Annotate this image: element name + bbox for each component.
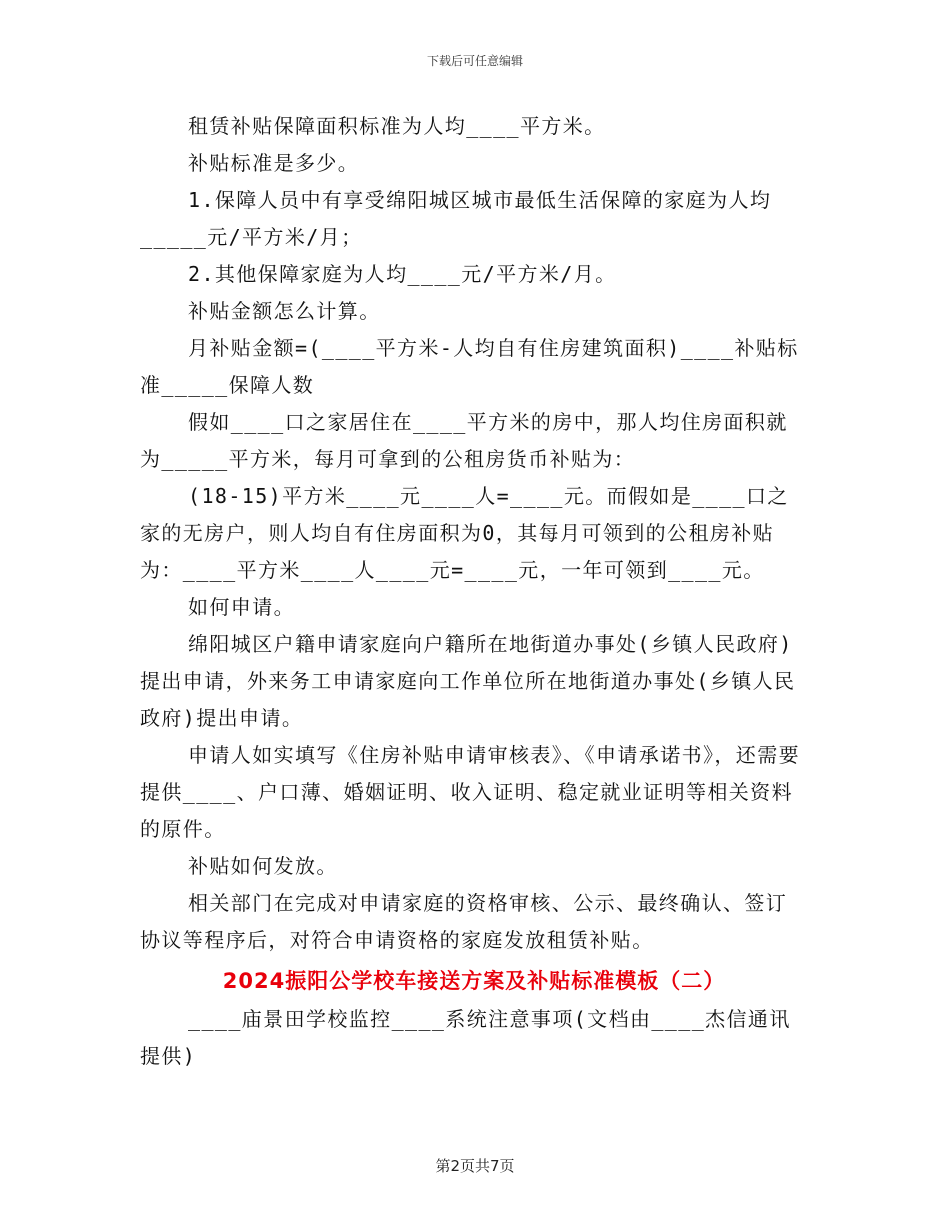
paragraph-payout: 相关部门在完成对申请家庭的资格审核、公示、最终确认、签订协议等程序后，对符合申请资格的家庭发放租赁补贴。	[140, 891, 788, 952]
paragraph-subsidy-question: 补贴标准是多少。	[188, 151, 360, 175]
paragraph-example-1: 假如____口之家居住在____平方米的房中，那人均住房面积就为_____平方米，每月可拿到的公租房货币补贴为：	[140, 410, 788, 471]
paragraph-apply-question: 如何申请。	[188, 595, 295, 619]
paragraph-item-1: 1.保障人员中有享受绵阳城区城市最低生活保障的家庭为人均_____元/平方米/月；	[140, 188, 772, 249]
paragraph-monitoring-notes: ____庙景田学校监控____系统注意事项(文档由____杰信通讯提供)	[140, 1007, 791, 1068]
document-body	[140, 108, 808, 1075]
page-footer: 第2页共7页	[435, 1157, 515, 1175]
paragraph-apply-where: 绵阳城区户籍申请家庭向户籍所在地街道办事处(乡镇人民政府)提出申请，外来务工申请家庭向工作单位所在地街道办事处(乡镇人民政府)提出申请。	[140, 632, 796, 730]
paragraph-payout-question: 补贴如何发放。	[188, 854, 338, 878]
page-header: 下载后可任意编辑	[426, 54, 523, 68]
paragraph-example-2: (18-15)平方米____元____人=____元。而假如是____口之家的无房户，则人均自有住房面积为0，其每月可领到的公租房补贴为：____平方米____人____元=____元，一年可领到____元。	[140, 484, 789, 582]
paragraph-calc-question: 补贴金额怎么计算。	[188, 299, 381, 323]
paragraph-item-2: 2.其他保障家庭为人均____元/平方米/月。	[188, 262, 617, 286]
section-title: 2024振阳公学校车接送方案及补贴标准模板（二）	[222, 969, 726, 993]
paragraph-apply-docs: 申请人如实填写《住房补贴申请审核表》、《申请承诺书》，还需要提供____、户口薄、婚姻证明、收入证明、稳定就业证明等相关资料的原件。	[140, 743, 800, 841]
paragraph-area-standard: 租赁补贴保障面积标准为人均____平方米。	[188, 114, 606, 138]
paragraph-formula: 月补贴金额=(____平方米-人均自有住房建筑面积)____补贴标准_____保障人数	[140, 336, 799, 397]
